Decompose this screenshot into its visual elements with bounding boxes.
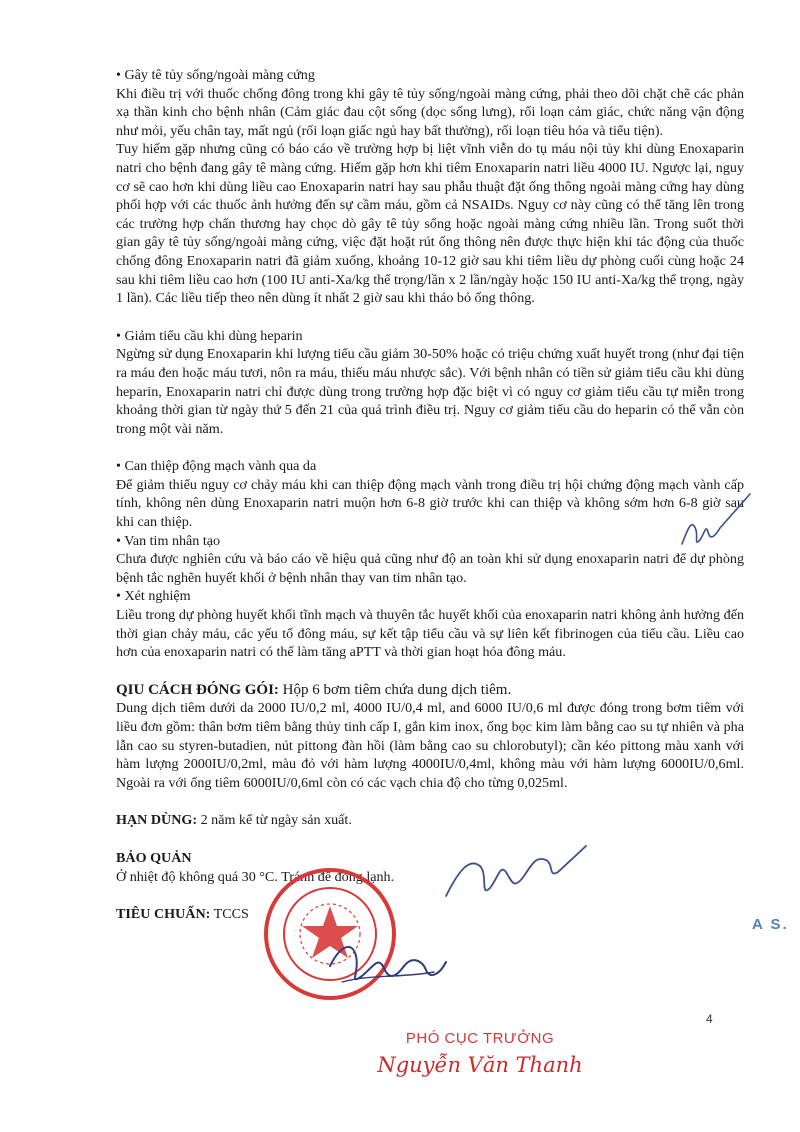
packaging-label: QIU CÁCH ĐÓNG GÓI: <box>116 681 279 698</box>
handwritten-initial-icon <box>674 488 754 558</box>
spacer <box>116 662 744 681</box>
packaging-line <box>116 681 744 700</box>
spacer <box>116 792 744 811</box>
paragraph-lab-tests: Liều trong dự phòng huyết khối tĩnh mạch và thuyên tắc huyết khối của enoxaparin natri không ảnh hưởng đến thời gian chảy máu, các yếu tố đông máu, sự kết tập tiểu cầu và sự liên kết fibrinogen của tiểu cầu. Liều cao hơn của enoxaparin natri có thể làm tăng aPTT và thời gian hoạt hóa đông máu. <box>116 607 744 661</box>
signatory-name: Nguyễn Văn Thanh <box>377 1053 583 1077</box>
section-heading-hit: • Giảm tiểu cầu khi dùng heparin <box>116 327 303 344</box>
shelf-life-label: HẠN DÙNG: <box>116 812 198 829</box>
margin-mark: A S. <box>752 916 789 933</box>
packaging-text: Hộp 6 bơm tiêm chứa dung dịch tiêm. <box>278 681 512 698</box>
spacer <box>116 438 744 457</box>
shelf-life-line <box>116 811 744 830</box>
signature-icon <box>322 926 452 996</box>
paragraph-pci: Để giảm thiểu nguy cơ chảy máu khi can thiệp động mạch vành trong điều trị hội chứng động mạch vành cấp tính, không nên dùng Enoxaparin natri muộn hơn 6-8 giờ trước khi can thiệp và không sớm hơn 6-8 giờ sau khi can thiệp. <box>116 476 744 531</box>
paragraph-valve: Chưa được nghiên cứu và báo cáo về hiệu quả cũng như độ an toàn khi sử dụng enoxaparin natri để dự phòng bệnh tắc nghẽn huyết khối ở bệnh nhân thay van tim nhân tạo. <box>116 551 744 586</box>
section-heading-valve: • Van tim nhân tạo <box>116 532 221 549</box>
signature-scribble-icon <box>440 838 590 908</box>
spacer <box>116 830 744 849</box>
signatory-block <box>360 1030 600 1077</box>
standard-text: TCCS <box>210 906 249 923</box>
page-number: 4 <box>706 1012 713 1026</box>
shelf-life-text: 2 năm kể từ ngày sản xuất. <box>197 812 352 829</box>
signatory-title: PHÓ CỤC TRƯỞNG <box>405 1030 555 1047</box>
section-heading-lab-tests: • Xét nghiệm <box>116 588 191 605</box>
section-heading-pci: • Can thiệp động mạch vành qua da <box>116 458 317 475</box>
paragraph-spinal-monitoring: Khi điều trị với thuốc chống đông trong khi gây tê tủy sống/ngoài màng cứng, phải theo dõi chặt chẽ các phản xạ thần kinh cho bệnh nhân (Cảm giác đau cột sống (dọc sống lưng), rối loạn cảm giác, chức năng vận động như mỏi, yếu chân tay, mất ngủ (rối loạn giấc ngủ hay bất thường), rối loạn tiêu hóa và tiểu tiện). <box>116 85 744 139</box>
standard-line <box>116 905 744 924</box>
storage-text: Ở nhiệt độ không quá 30 °C. Tránh để đông lạnh. <box>116 868 395 885</box>
document-body <box>116 66 744 924</box>
spacer <box>116 886 744 905</box>
section-heading-spinal-anesthesia: • Gây tê tủy sống/ngoài màng cứng <box>116 67 315 83</box>
storage-label: BẢO QUẢN <box>116 849 192 866</box>
standard-label: TIÊU CHUẨN: <box>116 906 211 923</box>
spacer <box>116 308 744 327</box>
paragraph-hit: Ngừng sử dụng Enoxaparin khi lượng tiểu cầu giảm 30-50% hoặc có triệu chứng xuất huyết trong (như đại tiện ra máu đen hoặc máu tươi, nôn ra máu, thiếu máu nhược sắc). Với bệnh nhân có tiền sử giảm tiểu cầu khi dùng heparin, Enoxaparin natri chỉ được dùng trong trường hợp đặc biệt vì có nguy cơ giảm tiểu cầu tự miễn trong khoảng thời gian từ ngày thứ 5 đến 21 của quá trình điều trị. Nguy cơ giảm tiểu cầu do heparin có thể vẫn còn trong một vài năm. <box>116 346 744 437</box>
packaging-detail: Dung dịch tiêm dưới da 2000 IU/0,2 ml, 4000 IU/0,4 ml, and 6000 IU/0,6 ml được đóng trong bơm tiêm với liều đơn gồm: thân bơm tiêm bằng thủy tinh cấp I, gắn kim inox, ống bọc kim làm bằng cao su tự nhiên và pha lẫn cao su styren-butadien, nút pittong đàn hồi (làm bằng cao su chlorobutyl); cần kéo pittong màu xanh với hàm lượng 2000IU/0,2ml, màu đỏ với hàm lượng 4000IU/0,4ml, không màu với hàm lượng 6000IU/0,6ml. Ngoài ra với ống tiêm 6000IU/0,6ml còn có các vạch chia độ cho từng 0,025ml. <box>116 700 744 791</box>
paragraph-spinal-hematoma: Tuy hiếm gặp nhưng cũng có báo cáo về trường hợp bị liệt vĩnh viễn do tụ máu nội tủy khi dùng Enoxaparin natri cho bệnh đang gây tê màng cứng. Hiếm gặp hơn khi tiêm Enoxaparin natri liều 4000 IU. Ngược lại, nguy cơ sẽ cao hơn khi dùng liều cao Enoxaparin natri hay sau phẫu thuật đặt ống thông ngoài màng cứng hay dùng phối hợp với các thuốc ảnh hưởng đến sự cầm máu, gồm cả NSAIDs. Nguy cơ này cũng có thể tăng lên trong các trường hợp chấn thương hay chọc dò gây tê tủy sống hoặc ngoài màng cứng nhiều lần. Trong suốt thời gian gây tê tủy sống/ngoài màng cứng, việc đặt hoặt rút ống thông nên được thực hiện khi tác động của thuốc chống đông Enoxaparin natri đã giảm xuống, khoảng 10-12 giờ sau khi tiêm liều dự phòng cuối cùng hoặc 24 sau khi tiêm liều cao hơn (100 IU anti-Xa/kg thể trọng/lần x 2 lần/ngày hoặc 150 IU anti-Xa/kg thể trọng, ngày 1 lần). Các liều tiếp theo nên dùng ít nhất 2 giờ sau khi tháo bỏ ống thông. <box>116 141 744 307</box>
